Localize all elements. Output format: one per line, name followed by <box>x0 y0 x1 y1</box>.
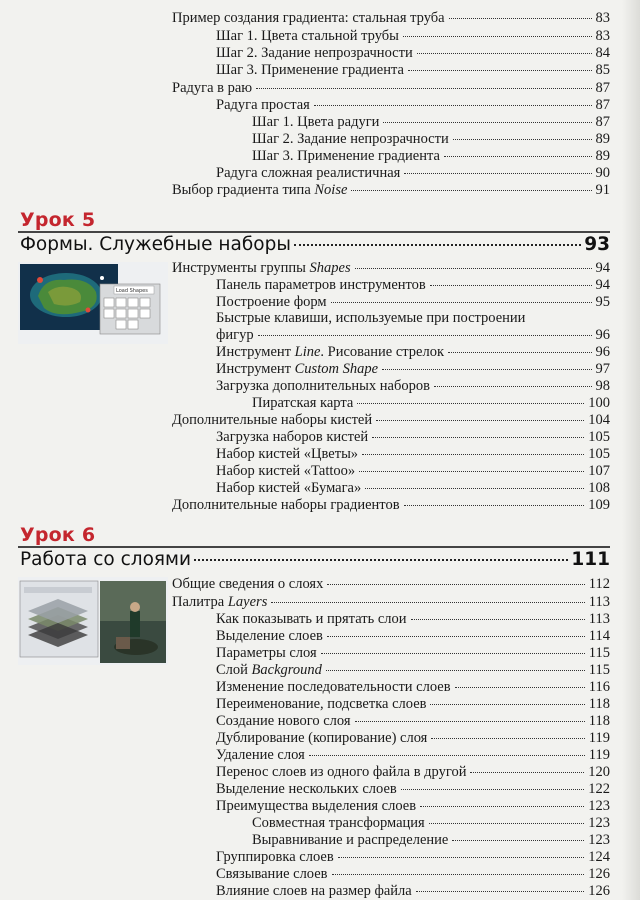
toc-entry-page: 126 <box>588 883 610 899</box>
toc-entry-page: 104 <box>588 412 610 428</box>
toc-entry-title: Построение форм <box>216 294 327 310</box>
toc-entry-page: 119 <box>588 730 610 746</box>
toc-entry-title: Как показывать и прятать слои <box>216 611 407 627</box>
toc-entry-title: Выделение нескольких слоев <box>216 781 397 797</box>
lesson-6-page: 111 <box>571 549 610 570</box>
toc-entry-page: 84 <box>595 45 610 61</box>
toc-entry-page: 89 <box>595 131 610 147</box>
toc-entry <box>172 412 610 429</box>
toc-entry-page: 94 <box>595 260 610 276</box>
toc-entry-title: Шаг 1. Цвета стальной трубы <box>216 28 399 44</box>
toc-entry-title: Загрузка дополнительных наборов <box>216 378 430 394</box>
toc-entry <box>172 594 610 611</box>
toc-entry-title: Набор кистей «Бумага» <box>216 480 362 496</box>
toc-entry-page: 85 <box>595 62 610 78</box>
toc-entry-page: 94 <box>595 277 610 293</box>
toc-entry <box>216 849 610 866</box>
toc-entry-page: 123 <box>588 832 610 848</box>
toc-entry <box>216 679 610 696</box>
lesson-5-page: 93 <box>584 234 610 255</box>
toc-entry <box>216 611 610 628</box>
toc-entry-title: Совместная трансформация <box>252 815 425 831</box>
toc-entry-page: 124 <box>588 849 610 865</box>
lesson-6-rule <box>18 546 610 548</box>
toc-entry <box>216 463 610 480</box>
pirate-map-illustration <box>18 262 168 344</box>
toc-entry <box>216 62 610 79</box>
toc-entry-title: Пиратская карта <box>252 395 354 411</box>
toc-entry-page: 91 <box>595 182 610 198</box>
toc-entry-title: фигур <box>216 327 254 343</box>
toc-entry-page: 108 <box>588 480 610 496</box>
toc-entry <box>252 815 610 832</box>
toc-entry-page: 87 <box>595 97 610 113</box>
page-edge-shadow <box>622 0 640 900</box>
toc-entry <box>216 662 610 679</box>
toc-entry <box>216 645 610 662</box>
toc-entry <box>216 866 610 883</box>
toc-entry-title: Пример создания градиента: стальная труба <box>172 10 445 26</box>
toc-entry <box>252 395 610 412</box>
toc-entry-page: 119 <box>588 747 610 763</box>
toc-entry-page: 90 <box>595 165 610 181</box>
toc-entry-title: Общие сведения о слоях <box>172 576 324 592</box>
lesson-6-thumbnail <box>18 577 168 665</box>
toc-entry <box>216 480 610 497</box>
toc-entry <box>216 713 610 730</box>
toc-entry <box>216 747 610 764</box>
toc-entry-title: Набор кистей «Tattoo» <box>216 463 356 479</box>
toc-entry <box>216 446 610 463</box>
toc-entry-title: Переименование, подсветка слоев <box>216 696 427 712</box>
toc-entry-title: Создание нового слоя <box>216 713 351 729</box>
toc-entry <box>216 730 610 747</box>
toc-entry-page: 83 <box>595 10 610 26</box>
toc-entry-page: 87 <box>595 114 610 130</box>
toc-entry <box>172 10 610 27</box>
toc-entry <box>216 97 610 114</box>
toc-entry-title: Параметры слоя <box>216 645 317 661</box>
toc-entry-page: 96 <box>595 344 610 360</box>
lesson-5-title: Формы. Служебные наборы <box>20 234 291 255</box>
toc-entry-page: 107 <box>588 463 610 479</box>
toc-entry-page: 100 <box>588 395 610 411</box>
toc-entry <box>216 361 610 378</box>
toc-entry <box>216 696 610 713</box>
toc-entry <box>216 28 610 45</box>
toc-entry-title: Преимущества выделения слоев <box>216 798 417 814</box>
toc-entry-title: Шаг 3. Применение градиента <box>252 148 440 164</box>
toc-entry-title: Инструмент Line. Рисование стрелок <box>216 344 445 360</box>
toc-entry-page: 87 <box>595 80 610 96</box>
lesson-6-title-line <box>20 549 610 573</box>
lesson-6-title: Работа со слоями <box>20 549 192 570</box>
toc-entry-title: Набор кистей «Цветы» <box>216 446 359 462</box>
toc-entry-title: Инструмент Custom Shape <box>216 361 379 377</box>
toc-entry <box>216 294 610 311</box>
toc-entry-page: 97 <box>595 361 610 377</box>
toc-entry-title: Группировка слоев <box>216 849 334 865</box>
toc-entry-page: 118 <box>588 713 610 729</box>
toc-entry-page: 123 <box>588 798 610 814</box>
toc-entry <box>216 327 610 344</box>
toc-entry-page: 115 <box>588 645 610 661</box>
toc-entry <box>252 114 610 131</box>
toc-entry-page: 122 <box>588 781 610 797</box>
toc-entry-wrap: Быстрые клавиши, используемые при построении <box>216 310 526 326</box>
toc-entry <box>216 45 610 62</box>
toc-entry-title: Инструменты группы Shapes <box>172 260 351 276</box>
toc-entry <box>216 798 610 815</box>
toc-entry <box>172 576 610 593</box>
toc-entry <box>216 344 610 361</box>
toc-entry-page: 118 <box>588 696 610 712</box>
toc-entry-page: 98 <box>595 378 610 394</box>
toc-entry <box>252 832 610 849</box>
toc-entry-title: Слой Background <box>216 662 322 678</box>
toc-entry-title: Связывание слоев <box>216 866 328 882</box>
toc-entry-page: 105 <box>588 429 610 445</box>
layers-illustration <box>18 577 168 665</box>
toc-entry <box>216 378 610 395</box>
toc-entry-title: Шаг 2. Задание непрозрачности <box>216 45 413 61</box>
toc-entry <box>216 781 610 798</box>
toc-entry-page: 113 <box>588 611 610 627</box>
toc-entry-page: 116 <box>588 679 610 695</box>
toc-entry-page: 112 <box>588 576 610 592</box>
toc-entry <box>172 260 610 277</box>
toc-entry-title: Дополнительные наборы градиентов <box>172 497 400 513</box>
thumb-caption: Load Shapes <box>116 288 148 294</box>
toc-entry-page: 96 <box>595 327 610 343</box>
toc-entry-page: 113 <box>588 594 610 610</box>
toc-entry <box>216 628 610 645</box>
toc-entry-page: 95 <box>595 294 610 310</box>
toc-entry-page: 105 <box>588 446 610 462</box>
toc-entry-page: 123 <box>588 815 610 831</box>
toc-entry-page: 115 <box>588 662 610 678</box>
toc-entry-title: Шаг 2. Задание непрозрачности <box>252 131 449 147</box>
toc-entry-title: Шаг 1. Цвета радуги <box>252 114 380 130</box>
toc-entry-title: Дополнительные наборы кистей <box>172 412 373 428</box>
toc-entry-title: Удаление слоя <box>216 747 305 763</box>
lesson-5-thumbnail <box>18 262 168 344</box>
toc-entry <box>216 429 610 446</box>
toc-entry-title: Выравнивание и распределение <box>252 832 449 848</box>
toc-entry <box>172 80 610 97</box>
toc-entry <box>216 277 610 294</box>
toc-entry <box>172 182 610 199</box>
toc-entry-title: Панель параметров инструментов <box>216 277 426 293</box>
toc-entry-title: Радуга простая <box>216 97 310 113</box>
toc-entry <box>216 883 610 900</box>
toc-entry <box>252 148 610 165</box>
toc-entry-title: Шаг 3. Применение градиента <box>216 62 404 78</box>
toc-entry-page: 126 <box>588 866 610 882</box>
toc-entry-page: 109 <box>588 497 610 513</box>
toc-entry-title: Палитра Layers <box>172 594 268 610</box>
toc-entry-page: 89 <box>595 148 610 164</box>
toc-entry-title: Выбор градиента типа Noise <box>172 182 348 198</box>
toc-entry-title: Влияние слоев на размер файла <box>216 883 412 899</box>
lesson-5-label: Урок 5 <box>20 209 96 231</box>
toc-entry <box>216 764 610 781</box>
toc-entry-title: Загрузка наборов кистей <box>216 429 369 445</box>
toc-entry-page: 120 <box>588 764 610 780</box>
toc-entry-page: 114 <box>588 628 610 644</box>
toc-entry-title: Выделение слоев <box>216 628 323 644</box>
toc-entry-title: Радуга сложная реалистичная <box>216 165 401 181</box>
toc-entry-title: Изменение последовательности слоев <box>216 679 451 695</box>
toc-entry <box>216 165 610 182</box>
toc-entry-title: Радуга в раю <box>172 80 253 96</box>
toc-entry-title: Перенос слоев из одного файла в другой <box>216 764 467 780</box>
toc-entry <box>172 497 610 514</box>
lesson-6-label: Урок 6 <box>20 524 96 546</box>
toc-entry-title: Дублирование (копирование) слоя <box>216 730 428 746</box>
lesson-5-title-line <box>20 234 610 258</box>
toc-entry-page: 83 <box>595 28 610 44</box>
toc-entry <box>252 131 610 148</box>
lesson-5-rule <box>18 231 610 233</box>
